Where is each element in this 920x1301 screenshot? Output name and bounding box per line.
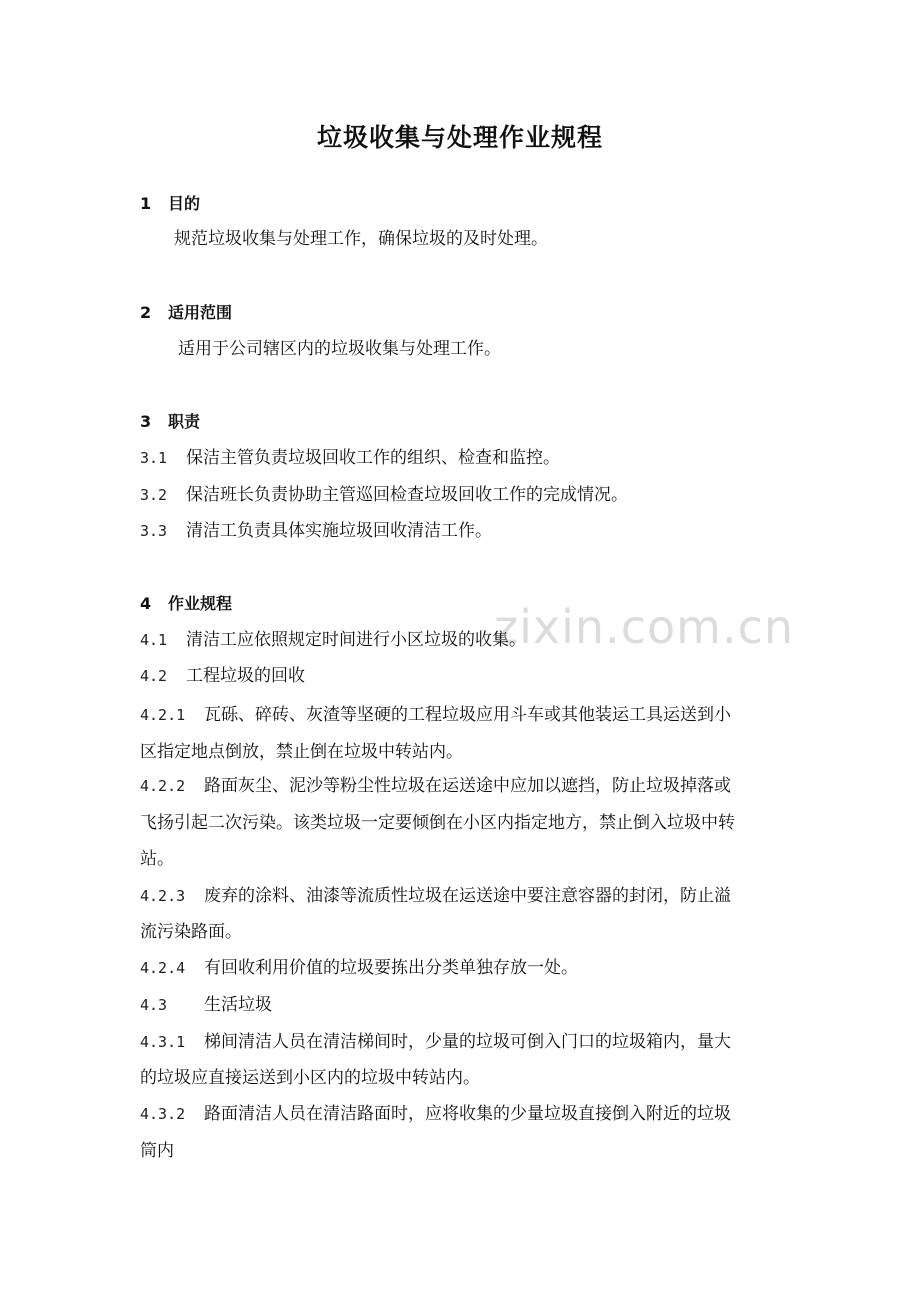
section-number: 2 bbox=[140, 303, 152, 322]
clause-number: 4.2.2 bbox=[140, 777, 186, 795]
clause-4-2-1 bbox=[140, 697, 790, 733]
section-title: 作业规程 bbox=[168, 594, 233, 613]
watermark-text: zixin.com.cn bbox=[494, 600, 795, 654]
clause-4-2-2-cont2: 站。 bbox=[140, 849, 174, 869]
section-2-body: 适用于公司辖区内的垃圾收集与处理工作。 bbox=[178, 339, 501, 359]
clause-number: 3.3 bbox=[140, 522, 168, 540]
section-1-heading bbox=[140, 186, 790, 222]
clause-4-2-2 bbox=[140, 768, 790, 804]
clause-text: 工程垃圾的回收 bbox=[186, 666, 305, 686]
clause-4-3-2-cont: 筒内 bbox=[140, 1141, 174, 1161]
clause-text: 清洁工应依照规定时间进行小区垃圾的收集。 bbox=[186, 630, 526, 650]
clause-4-2 bbox=[140, 658, 790, 694]
clause-number: 4.2 bbox=[140, 667, 168, 685]
clause-4-2-3-cont: 流污染路面。 bbox=[140, 922, 242, 942]
clause-4-1 bbox=[140, 622, 790, 658]
clause-text: 路面灰尘、泥沙等粉尘性垃圾在运送途中应加以遮挡，防止垃圾掉落或 bbox=[204, 776, 731, 796]
clause-number: 4.1 bbox=[140, 631, 168, 649]
document-title: 垃圾收集与处理作业规程 bbox=[316, 123, 603, 152]
clause-number: 3.2 bbox=[140, 486, 168, 504]
clause-number: 4.3 bbox=[140, 996, 168, 1014]
clause-3-1 bbox=[140, 440, 790, 476]
clause-4-2-3 bbox=[140, 878, 790, 914]
section-3-heading bbox=[140, 404, 790, 440]
clause-4-3 bbox=[140, 987, 790, 1023]
clause-4-2-1-cont: 区指定地点倒放，禁止倒在垃圾中转站内。 bbox=[140, 742, 463, 762]
clause-number: 4.2.3 bbox=[140, 887, 186, 905]
clause-number: 4.2.1 bbox=[140, 706, 186, 724]
clause-text: 废弃的涂料、油漆等流质性垃圾在运送途中要注意容器的封闭，防止溢 bbox=[204, 886, 731, 906]
clause-text: 有回收利用价值的垃圾要拣出分类单独存放一处。 bbox=[204, 958, 578, 978]
clause-text: 瓦砾、碎砖、灰渣等坚硬的工程垃圾应用斗车或其他装运工具运送到小 bbox=[204, 705, 731, 725]
clause-4-3-2 bbox=[140, 1096, 790, 1132]
clause-text: 清洁工负责具体实施垃圾回收清洁工作。 bbox=[186, 521, 492, 541]
section-number: 4 bbox=[140, 594, 152, 613]
section-title: 职责 bbox=[168, 412, 201, 431]
clause-text: 保洁班长负责协助主管巡回检查垃圾回收工作的完成情况。 bbox=[186, 485, 628, 505]
section-4-heading bbox=[140, 586, 790, 622]
section-number: 1 bbox=[140, 194, 152, 213]
clause-3-3 bbox=[140, 513, 790, 549]
clause-4-2-4 bbox=[140, 950, 790, 986]
section-2-heading bbox=[140, 295, 790, 331]
clause-number: 3.1 bbox=[140, 449, 168, 467]
clause-number: 4.3.1 bbox=[140, 1033, 186, 1051]
clause-3-2 bbox=[140, 477, 790, 513]
clause-number: 4.2.4 bbox=[140, 959, 186, 977]
section-title: 目的 bbox=[168, 194, 201, 213]
section-title: 适用范围 bbox=[168, 303, 233, 322]
clause-text: 保洁主管负责垃圾回收工作的组织、检查和监控。 bbox=[186, 448, 560, 468]
clause-4-3-1 bbox=[140, 1024, 790, 1060]
clause-4-3-1-cont: 的垃圾应直接运送到小区内的垃圾中转站内。 bbox=[140, 1068, 480, 1088]
clause-number: 4.3.2 bbox=[140, 1105, 186, 1123]
section-1-body: 规范垃圾收集与处理工作，确保垃圾的及时处理。 bbox=[174, 229, 548, 249]
section-number: 3 bbox=[140, 412, 152, 431]
clause-text: 路面清洁人员在清洁路面时，应将收集的少量垃圾直接倒入附近的垃圾 bbox=[204, 1104, 731, 1124]
clause-4-2-2-cont: 飞扬引起二次污染。该类垃圾一定要倾倒在小区内指定地方，禁止倒入垃圾中转 bbox=[140, 813, 735, 833]
clause-text: 生活垃圾 bbox=[204, 995, 272, 1015]
clause-text: 梯间清洁人员在清洁梯间时，少量的垃圾可倒入门口的垃圾箱内，量大 bbox=[204, 1032, 731, 1052]
